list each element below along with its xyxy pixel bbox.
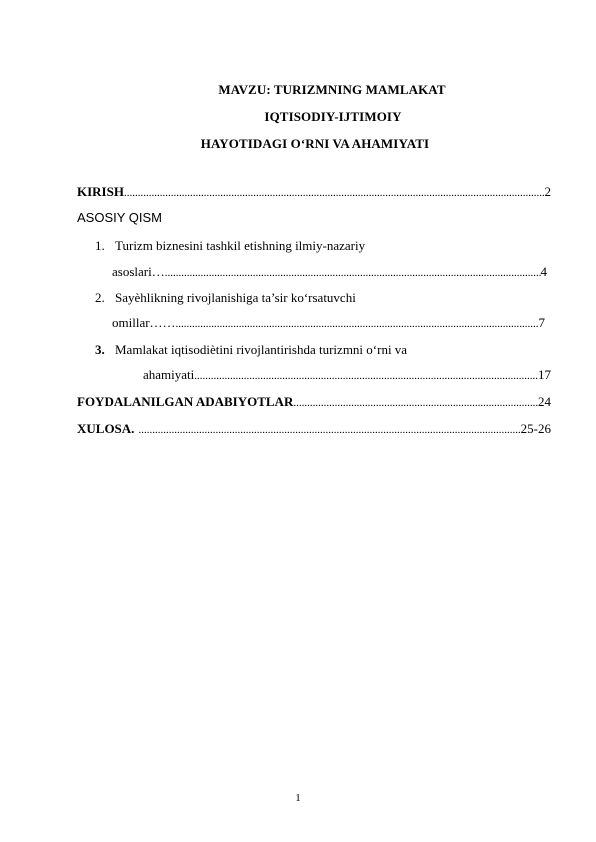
toc-entry-intro [77, 184, 551, 200]
toc-entry-label: omillar…… [112, 315, 176, 330]
toc-item-3-line-2 [143, 367, 551, 383]
document-title-line-3: HAYOTIDAGI O‘RNI VA AHAMIYATI [200, 136, 430, 151]
document-title-line-2: IQTISODIY-IJTIMOIY [264, 109, 402, 124]
toc-item-3-line-1: Mamlakat iqtisodiètini rivojlantirishda turizmni o‘rni va [115, 342, 408, 357]
toc-entry-label: ahamiyati [143, 367, 195, 382]
toc-dot-leader [134, 424, 520, 436]
toc-entry-label: asoslari… [112, 264, 165, 279]
toc-dot-leader [124, 187, 545, 199]
toc-entry-page: 7 [538, 315, 545, 330]
page-number: 1 [295, 792, 301, 804]
toc-item-2-line-2 [112, 315, 545, 331]
document-title-line-1: MAVZU: TURIZMNING MAMLAKAT [218, 82, 446, 97]
toc-dot-leader [293, 397, 538, 409]
toc-item-number: 3. [95, 342, 105, 357]
toc-entry-page: 4 [540, 264, 547, 279]
toc-item-number: 1. [95, 238, 105, 253]
toc-entry-page: 24 [538, 394, 551, 409]
toc-entry-page: 17 [538, 367, 551, 382]
toc-entry-page: 2 [544, 184, 551, 199]
toc-entry-references [77, 394, 551, 410]
toc-entry-page: 25-26 [520, 421, 551, 436]
toc-dot-leader [194, 370, 538, 382]
toc-entry-label: XULOSA. [77, 421, 135, 436]
toc-dot-leader [176, 318, 539, 330]
toc-dot-leader [165, 267, 541, 279]
toc-item-number: 2. [95, 290, 105, 305]
toc-entry-label: KIRISH [77, 184, 124, 199]
toc-entry-conclusion [77, 421, 551, 437]
toc-item-1-line-2 [112, 264, 547, 280]
toc-item-2-line-1: Sayèhlikning rivojlanishiga ta’sir ko‘rsatuvchi [115, 290, 356, 305]
toc-entry-label: FOYDALANILGAN ADABIYOTLAR [77, 394, 294, 409]
toc-item-1-line-1: Turizm biznesini tashkil etishning ilmiy-nazariy [115, 238, 366, 253]
toc-section-heading: ASOSIY QISM [77, 210, 163, 225]
